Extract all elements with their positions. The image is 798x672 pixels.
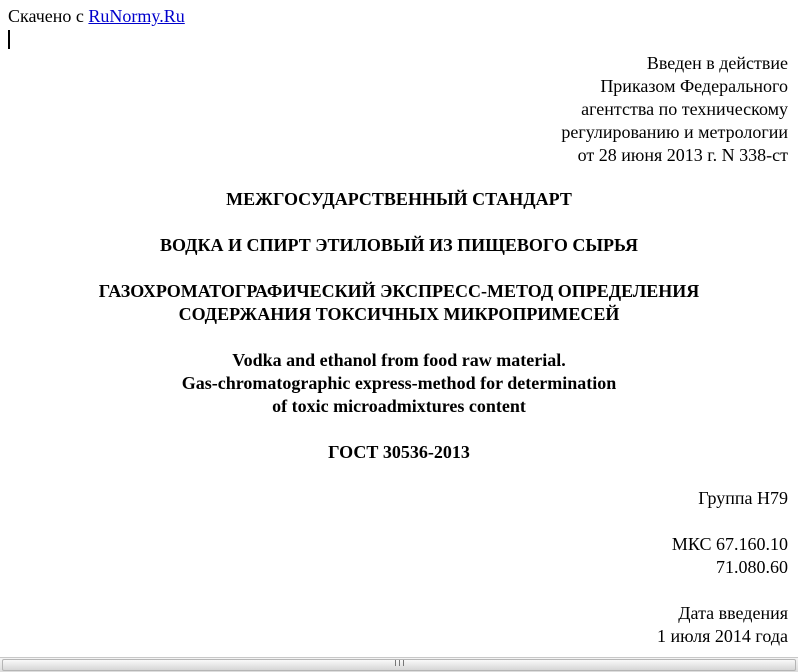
product-heading-text: ВОДКА И СПИРТ ЭТИЛОВЫЙ ИЗ ПИЩЕВОГО СЫРЬЯ xyxy=(160,235,638,255)
mks-codes xyxy=(672,533,788,579)
gost-number xyxy=(0,441,798,464)
standard-type-heading xyxy=(0,188,798,211)
enactment-line-5: от 28 июня 2013 г. N 338-ст xyxy=(577,145,788,165)
mks-code-line-2: 71.080.60 xyxy=(716,557,788,577)
introduction-date xyxy=(657,602,788,648)
enactment-line-3: агентства по техническому xyxy=(581,99,788,119)
method-heading-line-1: ГАЗОХРОМАТОГРАФИЧЕСКИЙ ЭКСПРЕСС-МЕТОД ОПРЕДЕЛЕНИЯ xyxy=(98,281,700,301)
mks-code-line-1: МКС 67.160.10 xyxy=(671,534,788,554)
product-heading xyxy=(0,234,798,257)
english-title xyxy=(0,349,798,418)
method-heading xyxy=(0,280,798,326)
gost-number-text: ГОСТ 30536-2013 xyxy=(328,442,470,462)
horizontal-scrollbar[interactable] xyxy=(0,657,798,672)
enactment-note xyxy=(561,52,788,167)
enactment-line-4: регулированию и метрологии xyxy=(561,122,788,142)
method-heading-line-2: СОДЕРЖАНИЯ ТОКСИЧНЫХ МИКРОПРИМЕСЕЙ xyxy=(178,304,620,324)
introduction-date-value: 1 июля 2014 года xyxy=(657,626,788,646)
standard-type-text: МЕЖГОСУДАРСТВЕННЫЙ СТАНДАРТ xyxy=(226,189,572,209)
english-title-line-3: of toxic microadmixtures content xyxy=(272,396,526,416)
enactment-line-2: Приказом Федерального xyxy=(600,76,788,96)
introduction-date-label: Дата введения xyxy=(678,603,788,623)
source-link[interactable]: RuNormy.Ru xyxy=(88,6,185,26)
text-cursor xyxy=(8,30,10,49)
source-note xyxy=(8,6,185,26)
group-code xyxy=(698,487,788,510)
scrollbar-grip-icon xyxy=(395,660,404,666)
enactment-line-1: Введен в действие xyxy=(646,53,788,73)
english-title-line-1: Vodka and ethanol from food raw material. xyxy=(232,350,566,370)
source-note-prefix: Скачено с xyxy=(8,6,89,26)
group-code-text: Группа Н79 xyxy=(698,488,788,508)
english-title-line-2: Gas-chromatographic express-method for determination xyxy=(181,373,617,393)
